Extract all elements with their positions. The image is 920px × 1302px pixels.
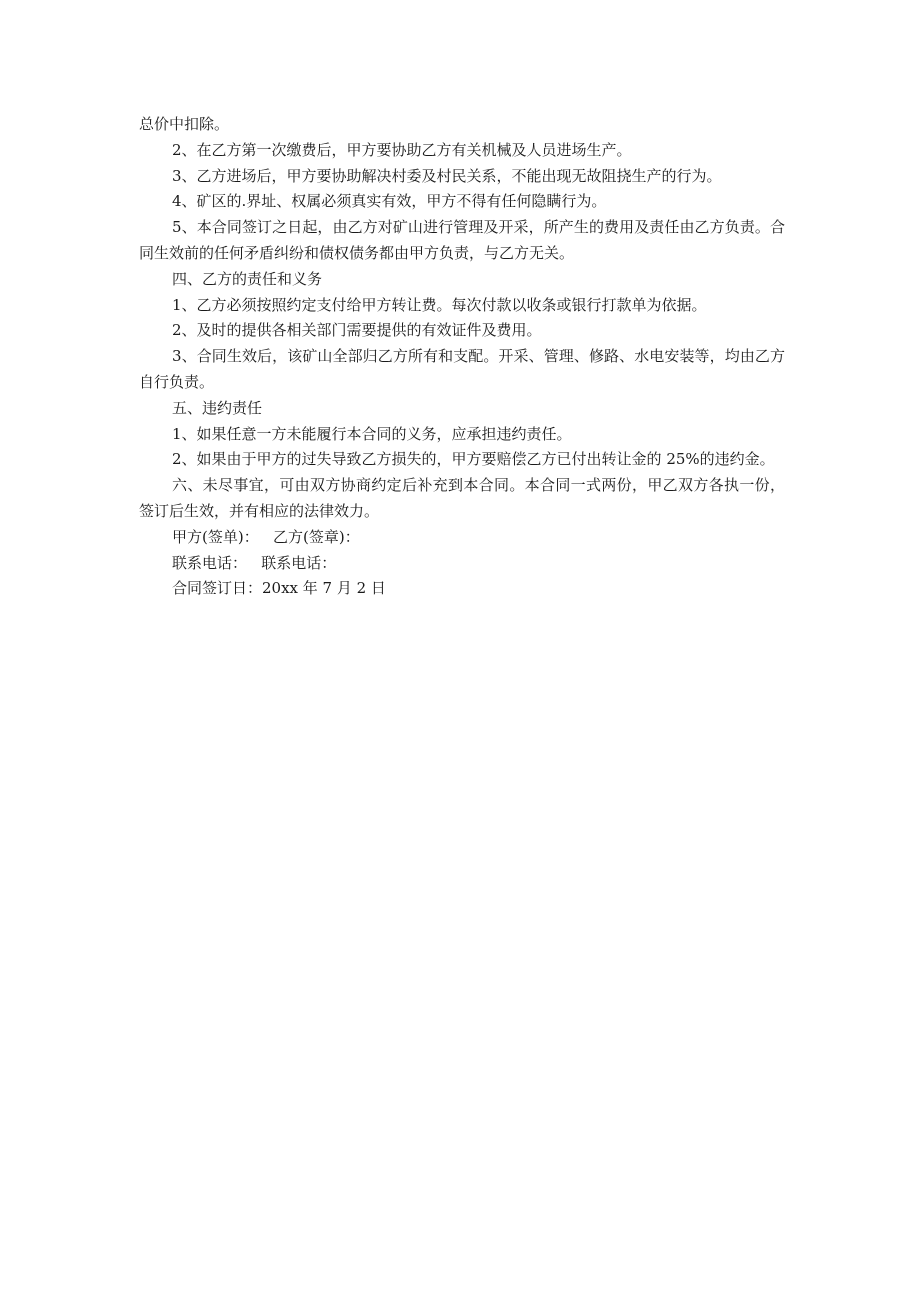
paragraph-section-6-misc: 六、未尽事宜，可由双方协商约定后补充到本合同。本合同一式两份，甲乙双方各执一份，签订后生效，并有相应的法律效力。 — [139, 476, 785, 520]
paragraph-price-deduction: 总价中扣除。 — [139, 115, 230, 133]
paragraph-b-clause-3-ownership: 3、合同生效后，该矿山全部归乙方所有和支配。开采、管理、修路、水电安装等，均由乙方自行负责。 — [139, 347, 785, 391]
paragraph-clause-3-village-relations: 3、乙方进场后，甲方要协助解决村委及村民关系，不能出现无故阻挠生产的行为。 — [172, 166, 722, 185]
paragraph-b-clause-2-documents: 2、及时的提供各相关部门需要提供的有效证件及费用。 — [172, 321, 542, 340]
section-heading-party-b-duties: 四、乙方的责任和义务 — [172, 269, 323, 288]
signature-line: 甲方(签单)： 乙方(签章)： — [172, 527, 360, 546]
paragraph-breach-clause-2: 2、如果由于甲方的过失导致乙方损失的，甲方要赔偿乙方已付出转让金的 25%的违约金。 — [172, 450, 775, 469]
paragraph-clause-4-boundaries: 4、矿区的.界址、权属必须真实有效，甲方不得有任何隐瞒行为。 — [172, 192, 607, 211]
paragraph-breach-clause-1: 1、如果任意一方未能履行本合同的义务，应承担违约责任。 — [172, 424, 572, 443]
contact-phone-line: 联系电话： 联系电话： — [172, 553, 337, 572]
signing-date-line: 合同签订日：20xx 年 7 月 2 日 — [172, 579, 386, 598]
paragraph-b-clause-1-payment: 1、乙方必须按照约定支付给甲方转让费。每次付款以收条或银行打款单为依据。 — [172, 295, 707, 314]
document-body — [139, 112, 785, 602]
section-heading-breach: 五、违约责任 — [172, 398, 263, 417]
paragraph-clause-5-management: 5、本合同签订之日起，由乙方对矿山进行管理及开采，所产生的费用及责任由乙方负责。合同生效前的任何矛盾纠纷和债权债务都由甲方负责，与乙方无关。 — [139, 218, 785, 262]
paragraph-clause-2-equipment: 2、在乙方第一次缴费后，甲方要协助乙方有关机械及人员进场生产。 — [172, 140, 632, 159]
